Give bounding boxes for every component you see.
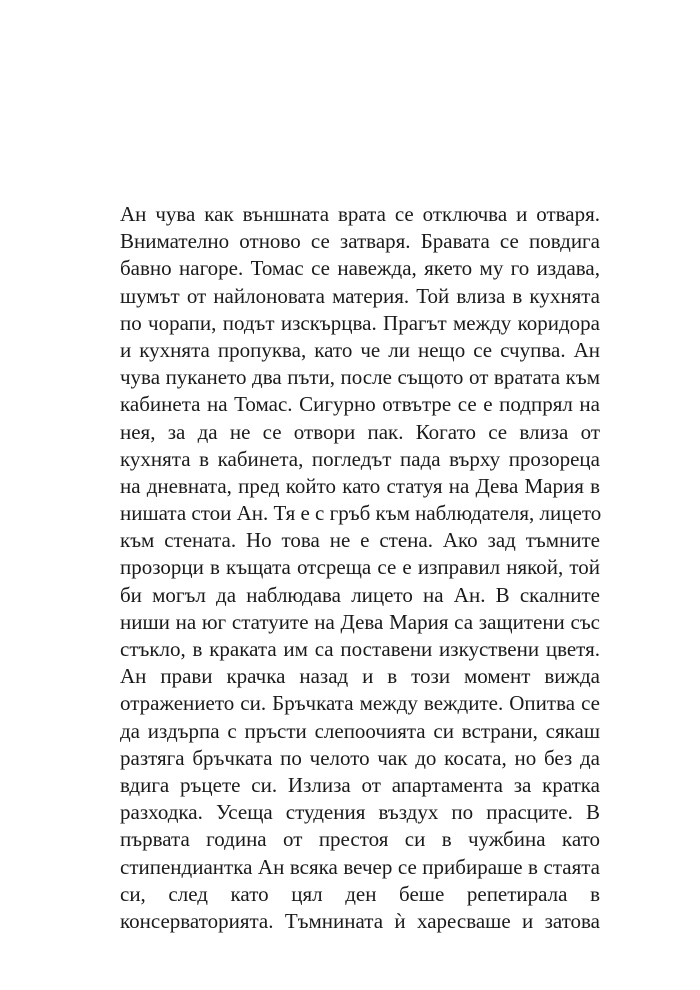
text-line: нишата стои Ан. Тя е с гръб към наблюдателя, лицето [120, 501, 602, 526]
text-line: консерваторията. Тъмнината ѝ харесваше и затова [120, 908, 600, 933]
text-line: шумът от найлоновата материя. Той влиза в кухнята [120, 283, 600, 308]
text-line: бавно нагоре. Томас се навежда, якето му го издава, [120, 256, 600, 281]
text-line: вдига ръцете си. Излиза от апартамента за кратка [120, 772, 600, 797]
text-line: си, след като цял ден беше репетирала в [120, 881, 600, 906]
text-line: на дневната, пред който като статуя на Дева Мария в [120, 473, 600, 498]
text-line: стипендиантка Ан всяка вечер се прибираше в стаята [120, 854, 600, 879]
text-line: да издърпа с пръсти слепоочията си встрани, сякаш [120, 718, 600, 743]
text-line: Ан прави крачка назад и в този момент вижда [120, 664, 600, 689]
text-line: прозорци в къщата отсреща се е изправил някой, той [120, 555, 600, 580]
text-line: отражението си. Бръчката между веждите. Опитва се [120, 691, 600, 716]
text-line: кабинета на Томас. Сигурно отвътре се е подпрял на [120, 392, 600, 417]
text-line: чува пукането два пъти, после същото от вратата към [120, 365, 600, 390]
text-line: кухнята в кабинета, погледът пада върху прозореца [120, 446, 600, 471]
text-line: към стената. Но това не е стена. Ако зад тъмните [120, 528, 600, 553]
text-line: нея, за да не се отвори пак. Когато се влиза от [120, 419, 600, 444]
text-line: стъкло, в краката им са поставени изкуствени цветя. [120, 637, 600, 661]
text-line: разходка. Усеща студения въздух по прасците. В [120, 800, 600, 825]
text-line: Внимателно отново се затваря. Бравата се повдига [120, 229, 600, 254]
text-line: и кухнята пропуква, като че ли нещо се счупва. Ан [120, 337, 600, 362]
body-text [120, 201, 600, 935]
text-line: първата година от престоя си в чужбина като [120, 827, 600, 852]
text-line: Ан чува как външната врата се отключва и отваря. [120, 202, 600, 226]
text-line: би могъл да наблюдава лицето на Ан. В скалните [120, 582, 600, 607]
text-line: по чорапи, подът изскърцва. Прагът между коридора [120, 310, 600, 335]
text-line: разтяга бръчката по челото чак до косата, но без да [120, 745, 600, 770]
text-line: ниши на юг статуите на Дева Мария са защитени със [120, 609, 600, 634]
